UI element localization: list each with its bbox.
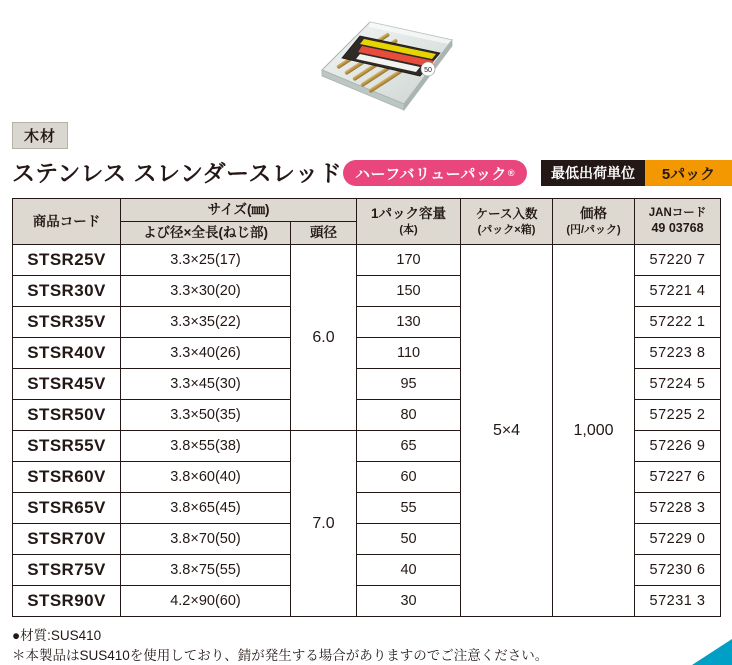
note-material: ●材質:SUS410 bbox=[12, 628, 102, 643]
cell-jan: 57221 4 bbox=[635, 276, 721, 307]
header-jan bbox=[635, 199, 721, 245]
cell-size: 3.8×55(38) bbox=[121, 431, 291, 462]
cell-jan: 57225 2 bbox=[635, 400, 721, 431]
cell-size: 3.8×60(40) bbox=[121, 462, 291, 493]
table-row bbox=[13, 245, 721, 276]
title-row bbox=[12, 158, 720, 188]
cell-jan: 57227 6 bbox=[635, 462, 721, 493]
cell-capacity: 95 bbox=[357, 369, 461, 400]
cell-size: 3.3×35(22) bbox=[121, 307, 291, 338]
footer-notes bbox=[12, 626, 720, 665]
header-case-qty-main: ケース入数 bbox=[475, 206, 538, 221]
header-case-qty-sub: (パック×箱) bbox=[477, 224, 536, 237]
min-shipping-unit-value: 5パック bbox=[645, 160, 732, 186]
product-photo bbox=[300, 6, 470, 116]
note-caution: ＊本製品はSUS410を使用しており、錆が発生する場合がありますのでご注意ください。 bbox=[12, 647, 549, 663]
cell-capacity: 130 bbox=[357, 307, 461, 338]
cell-jan: 57220 7 bbox=[635, 245, 721, 276]
table-header-row-1 bbox=[13, 199, 721, 222]
cell-jan: 57224 5 bbox=[635, 369, 721, 400]
registered-mark: ® bbox=[507, 168, 515, 178]
min-shipping-unit-label: 最低出荷単位 bbox=[541, 160, 645, 186]
cell-capacity: 170 bbox=[357, 245, 461, 276]
cell-jan: 57226 9 bbox=[635, 431, 721, 462]
cell-capacity: 80 bbox=[357, 400, 461, 431]
cell-capacity: 40 bbox=[357, 555, 461, 586]
header-code: 商品コード bbox=[13, 199, 121, 245]
cell-jan: 57230 6 bbox=[635, 555, 721, 586]
cell-jan: 57223 8 bbox=[635, 338, 721, 369]
cell-code: STSR50V bbox=[13, 400, 121, 431]
header-head-dia: 頭径 bbox=[291, 222, 357, 245]
cell-size: 3.8×65(45) bbox=[121, 493, 291, 524]
spec-table bbox=[12, 198, 721, 617]
cell-price: 1,000 bbox=[553, 245, 635, 617]
cell-capacity: 110 bbox=[357, 338, 461, 369]
page-title: ステンレス スレンダースレッド bbox=[12, 160, 343, 186]
cell-size: 3.8×75(55) bbox=[121, 555, 291, 586]
cell-jan: 57231 3 bbox=[635, 586, 721, 617]
header-jan-prefix: 49 03768 bbox=[651, 220, 704, 235]
cell-capacity: 55 bbox=[357, 493, 461, 524]
cell-code: STSR40V bbox=[13, 338, 121, 369]
header-size: サイズ(㎜) bbox=[121, 199, 357, 222]
cell-capacity: 150 bbox=[357, 276, 461, 307]
cell-jan: 57222 1 bbox=[635, 307, 721, 338]
cell-code: STSR75V bbox=[13, 555, 121, 586]
cell-size: 3.3×25(17) bbox=[121, 245, 291, 276]
header-case-qty bbox=[461, 199, 553, 245]
half-value-pack-badge bbox=[343, 160, 527, 186]
cell-capacity: 50 bbox=[357, 524, 461, 555]
category-tag: 木材 bbox=[12, 122, 68, 149]
cell-size: 3.3×50(35) bbox=[121, 400, 291, 431]
header-price-sub: (円/パック) bbox=[566, 224, 621, 237]
cell-size: 3.3×30(20) bbox=[121, 276, 291, 307]
header-pack-capacity-main: 1パック容量 bbox=[371, 205, 447, 221]
header-price bbox=[553, 199, 635, 245]
cell-code: STSR70V bbox=[13, 524, 121, 555]
cell-capacity: 65 bbox=[357, 431, 461, 462]
cell-case-qty: 5×4 bbox=[461, 245, 553, 617]
cell-code: STSR25V bbox=[13, 245, 121, 276]
svg-text:50: 50 bbox=[424, 67, 432, 74]
cell-code: STSR35V bbox=[13, 307, 121, 338]
cell-size: 4.2×90(60) bbox=[121, 586, 291, 617]
cell-capacity: 60 bbox=[357, 462, 461, 493]
header-pack-capacity bbox=[357, 199, 461, 245]
cell-code: STSR60V bbox=[13, 462, 121, 493]
cell-head-dia-group2: 7.0 bbox=[291, 431, 357, 617]
cell-capacity: 30 bbox=[357, 586, 461, 617]
cell-jan: 57229 0 bbox=[635, 524, 721, 555]
cell-code: STSR55V bbox=[13, 431, 121, 462]
header-price-main: 価格 bbox=[580, 205, 608, 221]
cell-code: STSR65V bbox=[13, 493, 121, 524]
cell-head-dia-group1: 6.0 bbox=[291, 245, 357, 431]
cell-size: 3.8×70(50) bbox=[121, 524, 291, 555]
cell-code: STSR45V bbox=[13, 369, 121, 400]
header-jan-main: JANコード bbox=[648, 207, 707, 220]
cell-code: STSR90V bbox=[13, 586, 121, 617]
header-size-dia-length: よび径×全長(ねじ部) bbox=[121, 222, 291, 245]
header-pack-capacity-sub: (本) bbox=[399, 224, 418, 237]
cell-code: STSR30V bbox=[13, 276, 121, 307]
half-value-pack-label: ハーフバリューパック bbox=[355, 165, 507, 183]
cell-size: 3.3×40(26) bbox=[121, 338, 291, 369]
cell-jan: 57228 3 bbox=[635, 493, 721, 524]
cell-size: 3.3×45(30) bbox=[121, 369, 291, 400]
